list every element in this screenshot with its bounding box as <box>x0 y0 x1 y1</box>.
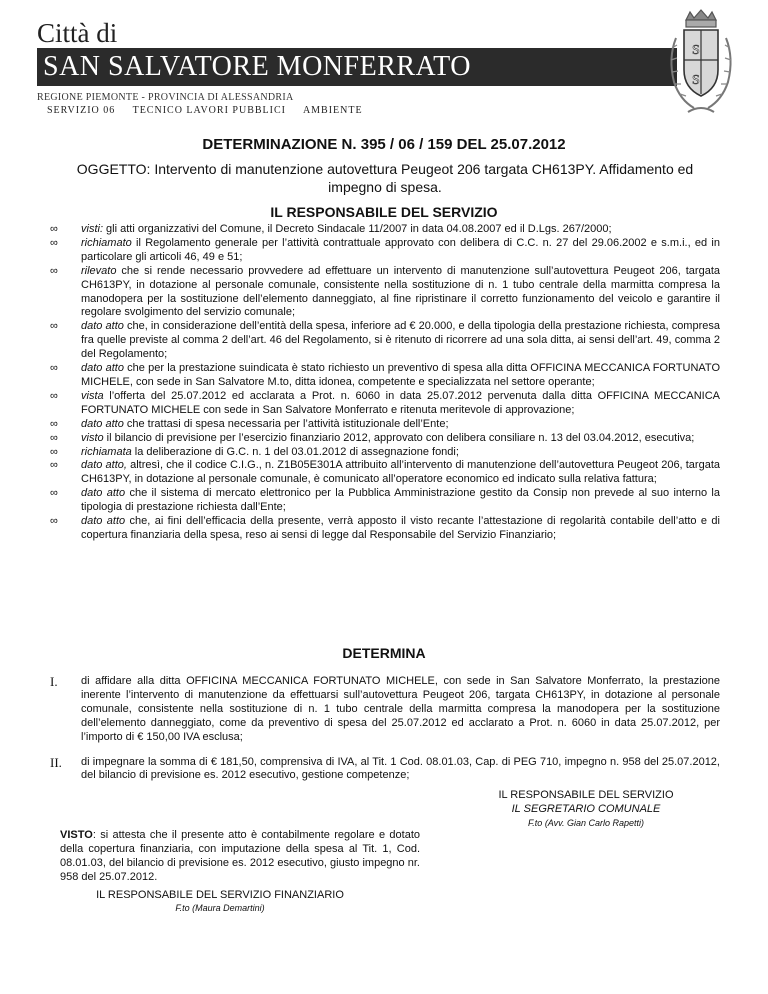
regione-label: REGIONE PIEMONTE - PROVINCIA DI ALESSANDRIA <box>37 92 294 103</box>
crest-letter-2: S <box>692 73 700 88</box>
premessa-item <box>50 487 720 515</box>
premessa-lead: dato atto <box>81 417 124 430</box>
firma-responsabile-line2: IL SEGRETARIO COMUNALE <box>511 803 661 815</box>
determinazione-number: I. <box>50 674 58 689</box>
bullet-icon: ∞ <box>50 445 58 458</box>
determinazione-number: II. <box>50 754 62 770</box>
premessa-lead: dato atto <box>81 320 124 333</box>
premessa-lead: dato atto, <box>81 459 127 472</box>
premessa-lead: visti: <box>81 223 103 235</box>
premessa-text: il Regolamento generale per l’attività contrattuale approvato con delibera di C.C. n. 27 del 29.06.2002 e s.m.i., ed in particolare gli articoli 46, 49 e 51; <box>81 236 720 263</box>
visto-lead: VISTO <box>60 829 93 841</box>
premessa-lead: richiamato <box>81 236 132 249</box>
bullet-icon: ∞ <box>50 487 58 500</box>
premessa-item <box>50 362 720 390</box>
premessa-item <box>50 418 720 432</box>
bullet-icon: ∞ <box>50 264 58 277</box>
bullet-icon: ∞ <box>50 223 58 235</box>
firma-finanziario-line1: IL RESPONSABILE DEL SERVIZIO FINANZIARIO <box>96 889 344 901</box>
premessa-text: che, in considerazione dell’entità della spesa, inferiore ad € 20.000, e della tipologia della prestazione richiesta, compresa fra quelle previste al comma 2 dell’art. 46 del Regolamento, si è ritenuto di ricorrere ad una sola ditta, ai sensi dell’art. 49, comma 2 del Regolamento; <box>81 320 720 361</box>
premessa-text: che trattasi di spesa necessaria per l’attività istituzionale dell’Ente; <box>123 417 449 430</box>
premessa-text: che il sistema di mercato elettronico per la Pubblica Amministrazione gestito da Consip non prevede al suo interno la tipologia di prestazione richiesta dall’Ente; <box>81 487 720 514</box>
firma-finanziario <box>70 889 370 915</box>
premessa-lead: richiamata <box>81 445 132 458</box>
determina-heading: DETERMINA <box>342 645 426 661</box>
servizio-ambiente: AMBIENTE <box>302 105 363 116</box>
bullet-icon: ∞ <box>50 417 58 430</box>
servizio-tecnico: TECNICO LAVORI PUBBLICI <box>132 105 286 116</box>
premessa-lead: visto <box>81 431 104 444</box>
servizio-number: SERVIZIO 06 <box>47 105 116 116</box>
premessa-item <box>50 265 720 321</box>
firma-responsabile-line1: IL RESPONSABILE DEL SERVIZIO <box>498 789 674 801</box>
premessa-text: che si rende necessario provvedere ad effettuare un intervento di manutenzione sull’autovettura Peugeot 206, targata CH613PY, in dotazione al personale comunale, consistente nella sostituzione di n. 1 tubo centrale della marmitta compresa la manodopera per la sostituzione dell’elemento danneggiato, al fine ripristinare il corretto funzionamento del veicolo e garantire il regolare svolgimento del servizio comunale; <box>81 264 720 319</box>
premessa-lead: rilevato <box>81 264 117 277</box>
bullet-icon: ∞ <box>50 236 58 249</box>
premessa-lead: dato atto <box>81 515 126 528</box>
firma-responsabile <box>456 788 716 830</box>
bullet-icon: ∞ <box>50 515 58 528</box>
premessa-lead: dato atto <box>81 487 126 500</box>
crest-letter-1: S <box>692 43 700 58</box>
premessa-text: che, ai fini dell’efficacia della presente, verrà apposto il visto recante l’attestazione di regolarità contabile dell’atto e di copertura finanziaria della spesa, reso ai sensi di legge dal Responsabile del Servizio Finanziario; <box>81 515 720 541</box>
bullet-icon: ∞ <box>50 459 58 472</box>
determinazioni-list <box>50 675 720 794</box>
citta-label: Città di <box>37 18 118 48</box>
premessa-text: gli atti organizzativi del Comune, il Decreto Sindacale 11/2007 in data 04.08.2007 ed il D.Lgs. 267/2000; <box>103 223 612 235</box>
premessa-lead: dato atto <box>81 362 124 375</box>
premessa-text: l’offerta del 25.07.2012 ed acclarata a Prot. n. 6060 in data 25.07.2012 pervenuta dalla ditta OFFICINA MECCANICA FORTUNATO MICHELE con sede in San Salvatore Monferrato e ritenuta meritevole di approvazione; <box>81 389 720 416</box>
servizio-line <box>47 105 377 116</box>
bullet-icon: ∞ <box>50 320 58 333</box>
comune-banner <box>37 48 677 86</box>
premessa-text: la deliberazione di G.C. n. 1 del 03.01.2012 di assegnazione fondi; <box>131 445 459 458</box>
premessa-text: che per la prestazione suindicata è stato richiesto un preventivo di spesa alla ditta OFFICINA MECCANICA FORTUNATO MICHELE, con sede in San Salvatore M.to, ditta idonea, competente e specializzata nel settore operante; <box>81 362 720 388</box>
premessa-text: il bilancio di previsione per l’esercizio finanziario 2012, approvato con delibera consiliare n. 13 del 03.04.2012, esecutiva; <box>103 431 695 444</box>
visto-paragraph <box>60 829 420 885</box>
firma-responsabile-line3: F.to (Avv. Gian Carlo Rapetti) <box>527 818 645 828</box>
letterhead <box>37 18 677 108</box>
premessa-item <box>50 390 720 418</box>
oggetto-text: OGGETTO: Intervento di manutenzione autovettura Peugeot 206 targata CH613PY. Affidamento ed impegno di spesa. <box>76 161 694 195</box>
premessa-item <box>50 459 720 487</box>
responsabile-heading: IL RESPONSABILE DEL SERVIZIO <box>270 204 498 220</box>
premessa-item <box>50 237 720 265</box>
premessa-item <box>50 223 720 237</box>
premessa-item <box>50 515 720 543</box>
visto-text: : si attesta che il presente atto è contabilmente regolare e dotato della copertura finanziaria, con imputazione della spesa al Tit. 1, Cod. 08.01.03, del bilancio di previsione es. 2012 esecutivo, giusto impegno nr. 958 del 25.07.2012. <box>60 829 420 883</box>
bullet-icon: ∞ <box>50 362 58 375</box>
comune-name: SAN SALVATORE MONFERRATO <box>43 51 471 82</box>
determinazione-text: di impegnare la somma di € 181,50, comprensiva di IVA, al Tit. 1 Cod. 08.01.03, Cap. di PEG 710, impegno n. 958 del 25.07.2012, del bilancio di previsione es. 2012 esecutivo, gestione competenze; <box>81 755 720 782</box>
determinazione-item <box>50 756 720 784</box>
determinazione-title: DETERMINAZIONE N. 395 / 06 / 159 DEL 25.07.2012 <box>202 136 566 153</box>
premessa-item <box>50 432 720 446</box>
bullet-icon: ∞ <box>50 431 58 444</box>
premesse-list <box>50 223 720 543</box>
premessa-lead: vista <box>81 389 104 402</box>
determinazione-text: di affidare alla ditta OFFICINA MECCANICA FORTUNATO MICHELE, con sede in San Salvatore Monferrato, la prestazione inerente l’intervento di manutenzione da effettuarsi sull’autovettura Peugeot 206, targata CH613PY, in dotazione al personale comunale, consistente nella sostituzione di n. 1 tubo centrale della marmitta compresa la manodopera per la sostituzione dell’elemento danneggiato, come da preventivo di spesa del 25.07.2012 ed acclarato a Prot. n. 6060 in data 25.07.2012, per l’importo di € 150,00 IVA esclusa; <box>81 675 720 743</box>
premessa-text: altresì, che il codice C.I.G., n. Z1B05E301A attribuito all’intervento di manutenzione dell’autovettura Peugeot 206, targata CH613PY, in dotazione al personale comunale, è comunicato all’operatore economico ed indicato sulla relativa fattura; <box>81 459 720 486</box>
bullet-icon: ∞ <box>50 389 58 402</box>
premessa-item <box>50 320 720 362</box>
determinazione-item <box>50 675 720 745</box>
premessa-item <box>50 446 720 460</box>
firma-finanziario-line2: F.to (Maura Demartini) <box>175 903 265 913</box>
coat-of-arms-icon <box>664 8 738 120</box>
